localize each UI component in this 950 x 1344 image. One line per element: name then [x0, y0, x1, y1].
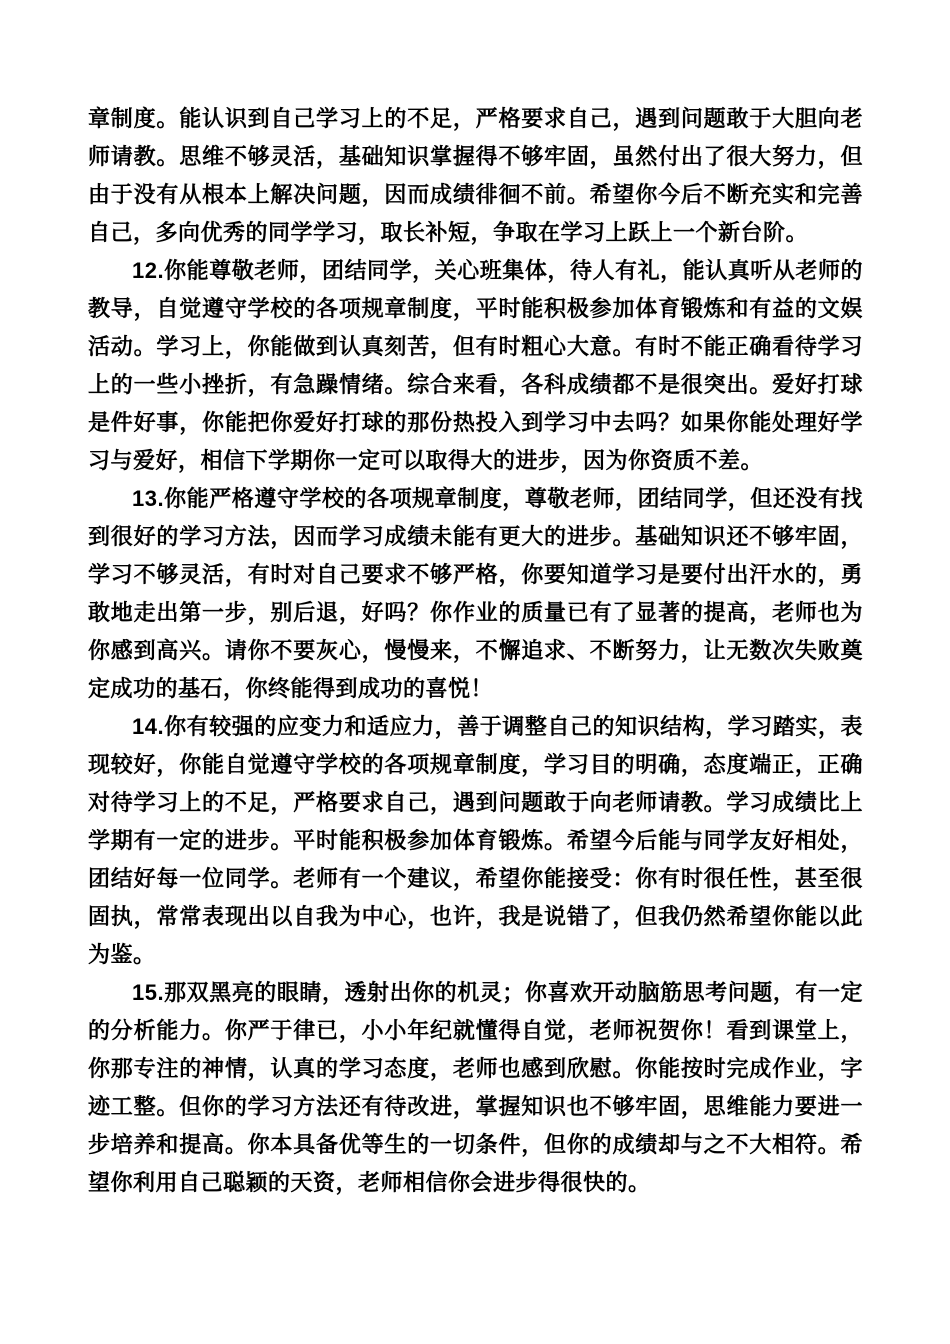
paragraph-15: 15.那双黑亮的眼睛，透射出你的机灵；你喜欢开动脑筋思考问题，有一定的分析能力。你严于律已，小小年纪就懂得自觉，老师祝贺你！看到课堂上，你那专注的神情，认真的学习态度，老师也感到欣慰。你能按时完成作业，字迹工整。但你的学习方法还有待改进，掌握知识也不够牢固，思维能力要进一步培养和提高。你本具备优等生的一切条件，但你的成绩却与之不大相符。希望你利用自己聪颖的天资，老师相信你会进步得很快的。: [88, 980, 863, 1195]
paragraph-12: 12.你能尊敬老师，团结同学，关心班集体，待人有礼，能认真听从老师的教导，自觉遵守学校的各项规章制度，平时能积极参加体育锻炼和有益的文娱活动。学习上，你能做到认真刻苦，但有时粗心大意。有时不能正确看待学习上的一些小挫折，有急躁情绪。综合来看，各科成绩都不是很突出。爱好打球是件好事，你能把你爱好打球的那份热投入到学习中去吗？如果你能处理好学习与爱好，相信下学期你一定可以取得大的进步，因为你资质不差。: [88, 258, 863, 473]
paragraph-continuation: 章制度。能认识到自己学习上的不足，严格要求自己，遇到问题敢于大胆向老师请教。思维不够灵活，基础知识掌握得不够牢固，虽然付出了很大努力，但由于没有从根本上解决问题，因而成绩徘徊不前。希望你今后不断充实和完善自己，多向优秀的同学学习，取长补短，争取在学习上跃上一个新台阶。: [88, 106, 863, 245]
paragraph-14: 14.你有较强的应变力和适应力，善于调整自己的知识结构，学习踏实，表现较好，你能自觉遵守学校的各项规章制度，学习目的明确，态度端正，正确对待学习上的不足，严格要求自己，遇到问题敢于向老师请教。学习成绩比上学期有一定的进步。平时能积极参加体育锻炼。希望今后能与同学友好相处，团结好每一位同学。老师有一个建议，希望你能接受：你有时很任性，甚至很固执，常常表现出以自我为中心，也许，我是说错了，但我仍然希望你能以此为鉴。: [88, 714, 863, 967]
paragraph-13: 13.你能严格遵守学校的各项规章制度，尊敬老师，团结同学，但还没有找到很好的学习方法，因而学习成绩未能有更大的进步。基础知识还不够牢固，学习不够灵活，有时对自己要求不够严格，你要知道学习是要付出汗水的，勇敢地走出第一步，别后退，好吗？你作业的质量已有了显著的提高，老师也为你感到高兴。请你不要灰心，慢慢来，不懈追求、不断努力，让无数次失败奠定成功的基石，你终能得到成功的喜悦！: [88, 486, 863, 701]
